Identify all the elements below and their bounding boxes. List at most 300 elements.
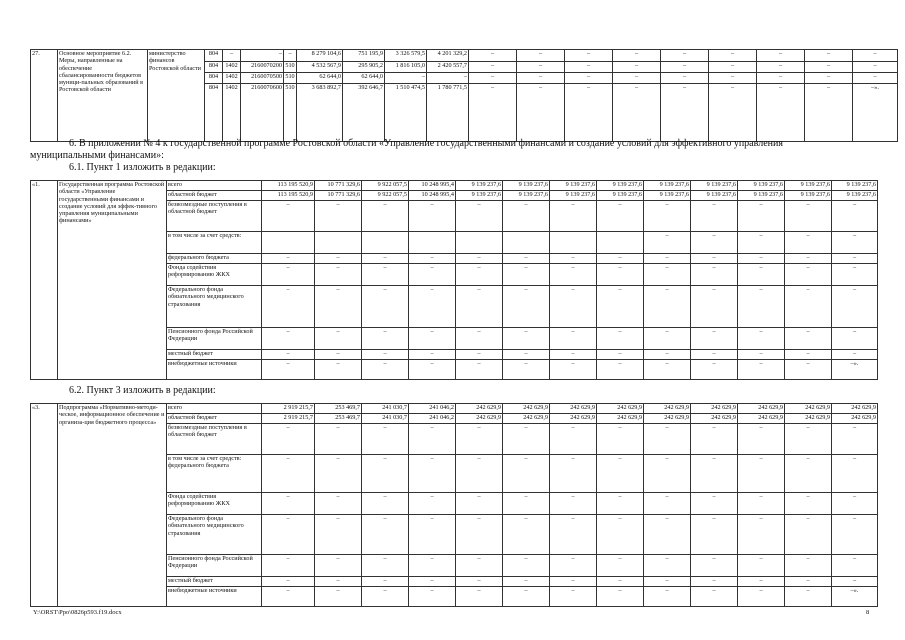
program-name: Подпрограмма «Нормативно-методи-ческое, информационное обеспечение и организа-ция бюджетного процесса»: [58, 404, 167, 607]
cell-year: –: [853, 62, 898, 73]
funding-source: Фонда содействия реформированию ЖКХ: [167, 493, 262, 515]
cell-rz: 1402: [223, 73, 241, 84]
cell-amount: –: [691, 515, 738, 555]
cell-amount: –: [644, 264, 691, 286]
cell-year: –: [805, 50, 853, 62]
cell-amount: –: [262, 555, 315, 577]
cell-amount: –: [644, 350, 691, 360]
cell-amount: 241 046,2: [409, 414, 456, 424]
cell-amount: –: [362, 328, 409, 350]
cell-amount: –: [691, 587, 738, 607]
cell-amount: –: [456, 555, 503, 577]
cell-amount: –: [785, 264, 832, 286]
cell-year: –: [517, 50, 565, 62]
cell-amount: –».: [832, 360, 878, 380]
cell-amount: 9 139 237,6: [691, 191, 738, 201]
cell-amount: 9 139 237,6: [785, 191, 832, 201]
cell-amount: –: [738, 360, 785, 380]
cell-amount: –: [262, 455, 315, 493]
cell-amount: –: [785, 360, 832, 380]
cell-amount: –: [597, 577, 644, 587]
cell-amount: –: [550, 493, 597, 515]
cell-year: –: [757, 84, 805, 142]
cell-amount: –: [550, 350, 597, 360]
cell-amount: –: [456, 577, 503, 587]
cell-amount: –: [456, 587, 503, 607]
cell-amount: –: [691, 350, 738, 360]
cell-amount: –: [456, 286, 503, 328]
cell-year: –: [757, 73, 805, 84]
cell-amount: [503, 232, 550, 254]
table-row: [31, 404, 878, 414]
cell-amount: –: [262, 424, 315, 455]
cell-amount: –: [644, 493, 691, 515]
cell-amount: –: [597, 493, 644, 515]
cell-amount: –: [785, 201, 832, 232]
cell-amount: 242 629,9: [691, 414, 738, 424]
cell-total: 8 279 104,6: [297, 50, 343, 62]
funding-source: внебюджетные источники: [167, 360, 262, 380]
program-name: Государственная программа Ростовской области «Управление государственными финансами и создание условий для эффек-тивного управления муниципальными финансами»: [58, 181, 167, 380]
cell-amount: –: [785, 587, 832, 607]
cell-year: –: [661, 84, 709, 142]
cell-amount: –: [785, 350, 832, 360]
cell-amount: –: [644, 328, 691, 350]
funding-source: внебюджетные источники: [167, 587, 262, 607]
cell-amount: 113 195 520,9: [262, 181, 315, 191]
cell-amount: 113 195 520,9: [262, 191, 315, 201]
cell-amount: –: [691, 232, 738, 254]
funding-source: Федерального фонда обязательного медицинского страхования: [167, 286, 262, 328]
cell-amount: 242 629,9: [456, 404, 503, 414]
cell-amount: –: [597, 555, 644, 577]
cell-amount: 242 629,9: [785, 414, 832, 424]
table-row: [31, 181, 878, 191]
cell-amount: –: [503, 286, 550, 328]
cell-amount: –: [315, 201, 362, 232]
funding-source: Фонда содействия реформированию ЖКХ: [167, 264, 262, 286]
cell-amount: –: [503, 254, 550, 264]
cell-vr: –: [284, 50, 297, 62]
cell-amount: –: [503, 424, 550, 455]
cell-amount: –: [550, 455, 597, 493]
cell-y2: –: [385, 73, 427, 84]
cell-amount: –: [597, 515, 644, 555]
cell-amount: –: [456, 350, 503, 360]
cell-year: –: [613, 62, 661, 73]
cell-amount: 241 030,7: [362, 404, 409, 414]
cell-amount: –: [832, 232, 878, 254]
cell-amount: –: [644, 515, 691, 555]
cell-amount: –: [315, 286, 362, 328]
cell-amount: 9 922 057,5: [362, 181, 409, 191]
top-table: [30, 49, 898, 142]
cell-amount: 242 629,9: [503, 404, 550, 414]
cell-amount: 9 139 237,6: [550, 181, 597, 191]
cell-csr: 2160070200: [241, 62, 284, 73]
cell-amount: –: [738, 455, 785, 493]
paragraph-6: 6. В приложении № 4 к государственной программе Ростовской области «Управление государственными финансами и создание условий для эффективного управления: [69, 138, 783, 149]
cell-amount: 242 629,9: [738, 404, 785, 414]
cell-rz: 1402: [223, 84, 241, 142]
cell-amount: –: [362, 264, 409, 286]
cell-amount: –: [832, 264, 878, 286]
cell-amount: –: [832, 455, 878, 493]
paragraph-6-1: 6.1. Пункт 1 изложить в редакции:: [69, 162, 216, 173]
cell-amount: 242 629,9: [550, 414, 597, 424]
cell-amount: –: [738, 493, 785, 515]
cell-amount: 9 139 237,6: [832, 191, 878, 201]
cell-amount: 242 629,9: [832, 414, 878, 424]
funding-source: всего: [167, 404, 262, 414]
cell-amount: –: [315, 424, 362, 455]
cell-amount: 253 469,7: [315, 404, 362, 414]
cell-year: –: [517, 84, 565, 142]
cell-amount: –: [262, 515, 315, 555]
cell-amount: [262, 232, 315, 254]
cell-y1: 751 195,9: [343, 50, 385, 62]
cell-y2: 1 816 105,0: [385, 62, 427, 73]
cell-amount: –: [597, 286, 644, 328]
cell-amount: –: [456, 360, 503, 380]
cell-amount: –: [456, 254, 503, 264]
cell-amount: 242 629,9: [832, 404, 878, 414]
cell-amount: –: [738, 350, 785, 360]
cell-amount: –: [503, 360, 550, 380]
cell-amount: –: [550, 424, 597, 455]
cell-amount: [456, 232, 503, 254]
cell-amount: –: [262, 286, 315, 328]
cell-year: –: [757, 50, 805, 62]
cell-amount: –: [362, 587, 409, 607]
cell-amount: 9 139 237,6: [832, 181, 878, 191]
cell-amount: –: [503, 493, 550, 515]
cell-rz: –: [223, 50, 241, 62]
cell-amount: –: [503, 555, 550, 577]
cell-year: –: [709, 50, 757, 62]
cell-amount: –: [362, 493, 409, 515]
cell-amount: –: [550, 254, 597, 264]
cell-amount: –: [738, 587, 785, 607]
cell-amount: –: [550, 328, 597, 350]
cell-year: –: [469, 73, 517, 84]
cell-amount: –: [503, 350, 550, 360]
cell-amount: –: [456, 328, 503, 350]
cell-amount: –: [362, 424, 409, 455]
cell-amount: –: [597, 455, 644, 493]
cell-amount: [597, 232, 644, 254]
cell-amount: –: [785, 328, 832, 350]
cell-amount: –: [456, 264, 503, 286]
cell-amount: 9 139 237,6: [503, 181, 550, 191]
cell-amount: –: [597, 254, 644, 264]
cell-year: –: [709, 73, 757, 84]
cell-amount: –: [409, 493, 456, 515]
cell-year: –: [805, 84, 853, 142]
cell-amount: –: [738, 232, 785, 254]
cell-year: –: [613, 84, 661, 142]
cell-amount: 9 139 237,6: [456, 181, 503, 191]
cell-amount: –: [262, 493, 315, 515]
cell-amount: –: [550, 360, 597, 380]
cell-amount: –: [315, 360, 362, 380]
cell-amount: –: [503, 328, 550, 350]
cell-amount: –: [738, 201, 785, 232]
cell-amount: –: [738, 286, 785, 328]
funding-source: безвозмездные поступления в областной бюджет: [167, 424, 262, 455]
cell-amount: –: [315, 455, 362, 493]
cell-amount: –: [409, 264, 456, 286]
cell-amount: –: [644, 201, 691, 232]
cell-amount: 242 629,9: [456, 414, 503, 424]
cell-amount: –: [409, 350, 456, 360]
cell-amount: –: [644, 555, 691, 577]
cell-amount: –: [362, 350, 409, 360]
cell-amount: –: [644, 254, 691, 264]
cell-amount: –: [262, 254, 315, 264]
cell-total: 62 644,0: [297, 73, 343, 84]
cell-amount: –: [503, 587, 550, 607]
cell-amount: –: [315, 587, 362, 607]
cell-amount: –: [691, 201, 738, 232]
cell-amount: –: [644, 286, 691, 328]
cell-y1: 62 644,0: [343, 73, 385, 84]
funding-source: областной бюджет: [167, 191, 262, 201]
cell-amount: –: [644, 232, 691, 254]
cell-amount: 10 771 329,6: [315, 191, 362, 201]
cell-y3: –: [427, 73, 469, 84]
table-point-3: [30, 403, 878, 607]
cell-amount: 242 629,9: [644, 414, 691, 424]
cell-amount: –: [832, 350, 878, 360]
cell-amount: –: [409, 360, 456, 380]
cell-amount: –: [503, 264, 550, 286]
cell-amount: –: [597, 264, 644, 286]
funding-source: областной бюджет: [167, 414, 262, 424]
cell-amount: –: [362, 286, 409, 328]
funding-source: всего: [167, 181, 262, 191]
cell-amount: –: [456, 424, 503, 455]
cell-year: –: [469, 62, 517, 73]
cell-amount: –: [550, 587, 597, 607]
cell-total: 3 683 892,7: [297, 84, 343, 142]
cell-amount: –: [409, 424, 456, 455]
cell-amount: 9 139 237,6: [738, 181, 785, 191]
cell-amount: 2 919 215,7: [262, 404, 315, 414]
cell-amount: –: [738, 515, 785, 555]
cell-amount: 9 139 237,6: [550, 191, 597, 201]
cell-amount: –: [832, 515, 878, 555]
cell-amount: 242 629,9: [738, 414, 785, 424]
cell-amount: 9 139 237,6: [644, 191, 691, 201]
cell-amount: –: [738, 328, 785, 350]
cell-amount: –: [409, 201, 456, 232]
cell-amount: 242 629,9: [691, 404, 738, 414]
cell-amount: –: [503, 455, 550, 493]
cell-amount: –: [315, 515, 362, 555]
cell-amount: 9 139 237,6: [738, 191, 785, 201]
cell-amount: –: [409, 515, 456, 555]
cell-amount: 10 248 995,4: [409, 191, 456, 201]
cell-y2: 1 510 474,5: [385, 84, 427, 142]
cell-amount: –: [456, 201, 503, 232]
cell-csr: –: [241, 50, 284, 62]
cell-amount: –: [597, 360, 644, 380]
cell-year: –: [757, 62, 805, 73]
cell-y1: 295 905,2: [343, 62, 385, 73]
cell-amount: –: [503, 577, 550, 587]
cell-vr: 510: [284, 62, 297, 73]
cell-year: –: [565, 73, 613, 84]
cell-amount: –: [409, 254, 456, 264]
cell-amount: –: [785, 455, 832, 493]
cell-amount: –: [550, 515, 597, 555]
cell-amount: –: [691, 360, 738, 380]
cell-amount: –: [597, 201, 644, 232]
cell-amount: 9 139 237,6: [597, 191, 644, 201]
cell-amount: –: [315, 328, 362, 350]
cell-amount: 242 629,9: [597, 404, 644, 414]
cell-year: –: [517, 73, 565, 84]
cell-amount: –: [691, 328, 738, 350]
cell-y1: 392 646,7: [343, 84, 385, 142]
table-point-1: [30, 180, 878, 380]
cell-year: –: [565, 50, 613, 62]
cell-amount: –: [785, 577, 832, 587]
cell-amount: –: [550, 201, 597, 232]
cell-amount: –: [597, 350, 644, 360]
cell-year: –: [613, 73, 661, 84]
cell-amount: –: [362, 360, 409, 380]
cell-amount: –: [832, 286, 878, 328]
cell-amount: [315, 232, 362, 254]
cell-amount: 9 139 237,6: [785, 181, 832, 191]
cell-amount: –: [315, 254, 362, 264]
cell-amount: –: [785, 424, 832, 455]
cell-amount: –: [785, 493, 832, 515]
row-number: «3.: [31, 404, 58, 607]
cell-amount: –: [262, 328, 315, 350]
cell-amount: –: [456, 515, 503, 555]
cell-amount: 242 629,9: [785, 404, 832, 414]
cell-y3: 1 780 771,5: [427, 84, 469, 142]
row-number: 27.: [31, 50, 58, 142]
cell-amount: 9 139 237,6: [691, 181, 738, 191]
cell-rz: 1402: [223, 62, 241, 73]
cell-amount: –: [644, 455, 691, 493]
executor: министерство финансов Ростовской области: [148, 50, 205, 142]
cell-amount: –: [550, 286, 597, 328]
funding-source: безвозмездные поступления в областной бюджет: [167, 201, 262, 232]
cell-year: –: [805, 62, 853, 73]
cell-y3: 4 201 329,2: [427, 50, 469, 62]
cell-grbs: 804: [205, 84, 223, 142]
cell-amount: 241 030,7: [362, 414, 409, 424]
cell-amount: –: [597, 328, 644, 350]
cell-amount: 242 629,9: [503, 414, 550, 424]
cell-amount: –: [315, 555, 362, 577]
funding-source: местный бюджет: [167, 577, 262, 587]
cell-amount: –: [691, 264, 738, 286]
cell-year: –: [565, 62, 613, 73]
cell-amount: [550, 232, 597, 254]
cell-year: –: [853, 50, 898, 62]
cell-amount: –: [262, 264, 315, 286]
cell-amount: –: [691, 424, 738, 455]
cell-amount: –: [262, 360, 315, 380]
cell-amount: –: [691, 254, 738, 264]
cell-amount: –: [644, 360, 691, 380]
cell-amount: –: [597, 587, 644, 607]
cell-csr: 2160070600: [241, 84, 284, 142]
cell-amount: –: [832, 328, 878, 350]
cell-year: –: [469, 50, 517, 62]
cell-year: –».: [853, 84, 898, 142]
cell-amount: –: [550, 577, 597, 587]
cell-amount: –: [738, 577, 785, 587]
cell-amount: –: [832, 555, 878, 577]
cell-amount: 242 629,9: [550, 404, 597, 414]
cell-amount: [362, 232, 409, 254]
cell-amount: –: [362, 577, 409, 587]
cell-amount: –: [315, 577, 362, 587]
cell-amount: –: [503, 515, 550, 555]
cell-amount: –: [409, 587, 456, 607]
cell-amount: –: [832, 254, 878, 264]
cell-amount: –: [691, 493, 738, 515]
funding-source: местный бюджет: [167, 350, 262, 360]
cell-amount: 9 139 237,6: [597, 181, 644, 191]
cell-amount: –: [503, 201, 550, 232]
cell-year: –: [613, 50, 661, 62]
cell-amount: –: [362, 201, 409, 232]
funding-source: в том числе за счет средств:: [167, 232, 262, 254]
cell-amount: –: [691, 555, 738, 577]
funding-source: Пенсионного фонда Российской Федерации: [167, 328, 262, 350]
measure-name: Основное мероприятие 6.2. Меры, направленные на обеспечение сбалансированности бюджетов муници-пальных образований в Ростовской области: [58, 50, 148, 142]
cell-amount: 9 139 237,6: [503, 191, 550, 201]
cell-amount: 2 919 215,7: [262, 414, 315, 424]
cell-amount: –: [362, 455, 409, 493]
cell-amount: –: [644, 587, 691, 607]
funding-source: Пенсионного фонда Российской Федерации: [167, 555, 262, 577]
cell-amount: –: [315, 264, 362, 286]
cell-amount: –: [262, 350, 315, 360]
cell-amount: –: [550, 555, 597, 577]
cell-amount: [409, 232, 456, 254]
funding-source: федерального бюджета: [167, 254, 262, 264]
cell-vr: 510: [284, 84, 297, 142]
funding-source: в том числе за счет средств: федерального бюджета: [167, 455, 262, 493]
cell-year: –: [661, 62, 709, 73]
paragraph-6-cont: муниципальными финансами»:: [30, 150, 164, 161]
cell-amount: –: [738, 254, 785, 264]
cell-amount: –: [409, 286, 456, 328]
cell-year: –: [565, 84, 613, 142]
cell-amount: –: [785, 286, 832, 328]
cell-amount: –: [832, 577, 878, 587]
cell-amount: 9 139 237,6: [644, 181, 691, 191]
page-number: 8: [866, 609, 870, 616]
cell-csr: 2160070500: [241, 73, 284, 84]
cell-year: –: [661, 73, 709, 84]
cell-amount: –: [832, 493, 878, 515]
cell-amount: –: [738, 424, 785, 455]
cell-amount: –: [409, 455, 456, 493]
cell-year: –: [709, 62, 757, 73]
cell-amount: –: [832, 201, 878, 232]
cell-amount: 9 922 057,5: [362, 191, 409, 201]
